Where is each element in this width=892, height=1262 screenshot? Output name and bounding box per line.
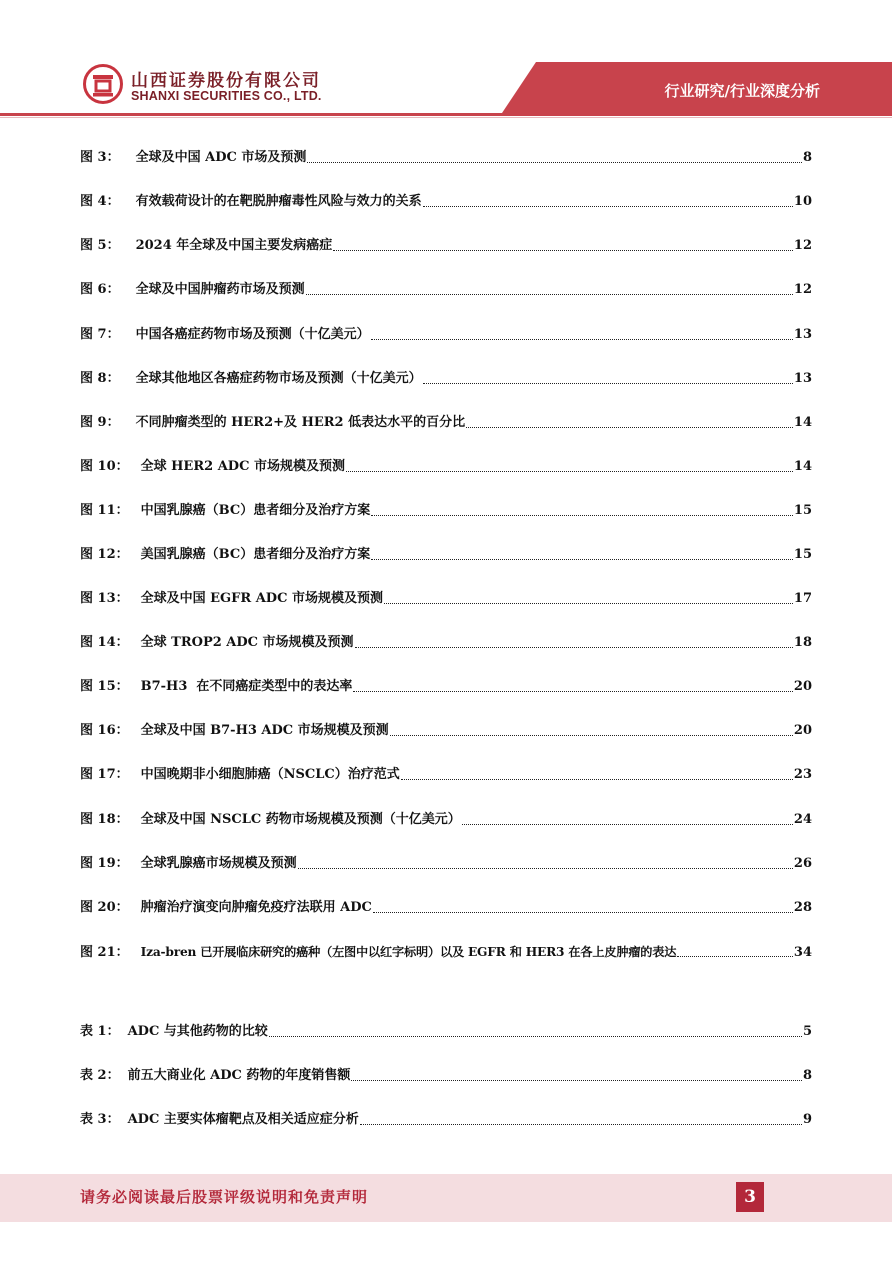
toc-title: B7-H3 在不同癌症类型中的表达率 [140, 679, 353, 694]
dot-leader [346, 457, 793, 472]
toc-page-number: 26 [793, 856, 812, 871]
report-type: 行业研究/行业深度分析 [664, 82, 820, 100]
toc-page-number: 20 [793, 723, 812, 738]
toc-title: 全球 HER2 ADC 市场规模及预测 [140, 459, 345, 474]
toc-row-figure-8[interactable] [80, 369, 812, 389]
toc-row-figure-10[interactable] [80, 457, 812, 477]
toc-page-number: 13 [793, 327, 812, 342]
dot-leader [351, 1066, 802, 1081]
toc-label: 表 1： [80, 1024, 120, 1039]
toc-page-number: 10 [793, 194, 812, 209]
dot-leader [677, 942, 793, 957]
toc-label: 图 21： [80, 945, 129, 960]
toc-label: 图 14： [80, 635, 129, 650]
toc-page-number: 14 [793, 459, 812, 474]
toc-page-number: 17 [793, 591, 812, 606]
toc-page-number: 24 [793, 812, 812, 827]
dot-leader [423, 369, 793, 384]
dot-leader [371, 501, 793, 516]
toc-row-figure-14[interactable] [80, 633, 812, 653]
toc-page-number: 18 [793, 635, 812, 650]
toc-row-figure-4[interactable] [80, 192, 812, 212]
toc-label: 图 16： [80, 723, 129, 738]
toc-title: 全球及中国肿瘤药市场及预测 [135, 282, 305, 297]
dot-leader [306, 280, 793, 295]
toc-row-figure-21[interactable] [80, 942, 812, 962]
toc-row-figure-18[interactable] [80, 810, 812, 830]
toc-page-number: 34 [793, 945, 812, 960]
toc-label: 图 11： [80, 503, 129, 518]
toc-row-figure-6[interactable] [80, 280, 812, 300]
toc-row-figure-17[interactable] [80, 765, 812, 785]
toc-row-figure-20[interactable] [80, 898, 812, 918]
toc-page-number: 8 [802, 1068, 812, 1083]
toc-label: 图 3： [80, 150, 120, 165]
page-header [0, 0, 892, 120]
dot-leader [307, 148, 802, 163]
disclaimer-notice: 请务必阅读最后股票评级说明和免责声明 [80, 1188, 369, 1206]
toc-title: 有效载荷设计的在靶脱肿瘤毒性风险与效力的关系 [135, 194, 422, 209]
toc-label: 图 17： [80, 767, 129, 782]
toc-title: 全球乳腺癌市场规模及预测 [140, 856, 297, 871]
dot-leader [371, 545, 793, 560]
dot-leader [390, 721, 793, 736]
toc-row-figure-5[interactable] [80, 236, 812, 256]
toc-label: 图 8： [80, 371, 120, 386]
toc-row-figure-13[interactable] [80, 589, 812, 609]
toc-label: 图 10： [80, 459, 129, 474]
dot-leader [298, 854, 793, 869]
toc-row-figure-3[interactable] [80, 148, 812, 168]
toc-row-table-2[interactable] [80, 1066, 812, 1086]
toc-title: 美国乳腺癌（BC）患者细分及治疗方案 [140, 547, 371, 562]
toc-row-figure-19[interactable] [80, 854, 812, 874]
toc-label: 图 12： [80, 547, 129, 562]
toc-row-figure-15[interactable] [80, 677, 812, 697]
toc-label: 图 4： [80, 194, 120, 209]
toc-title: Iza-bren 已开展临床研究的癌种（左图中以红字标明）以及 EGFR 和 HER3 在各上皮肿瘤的表达 [140, 945, 677, 959]
dot-leader [401, 765, 793, 780]
toc-label: 图 5： [80, 238, 120, 253]
toc-title: 全球及中国 NSCLC 药物市场规模及预测（十亿美元） [140, 812, 461, 827]
toc-title: ADC 与其他药物的比较 [127, 1024, 268, 1039]
toc-row-figure-16[interactable] [80, 721, 812, 741]
dot-leader [423, 192, 793, 207]
toc-row-table-1[interactable] [80, 1022, 812, 1042]
dot-leader [373, 898, 793, 913]
dot-leader [371, 325, 793, 340]
toc-title: 全球其他地区各癌症药物市场及预测（十亿美元） [135, 371, 422, 386]
toc-title: 2024 年全球及中国主要发病癌症 [135, 238, 333, 253]
toc-title: 全球及中国 EGFR ADC 市场规模及预测 [140, 591, 383, 606]
dot-leader [462, 810, 793, 825]
toc-title: 中国各癌症药物市场及预测（十亿美元） [135, 327, 370, 342]
toc-label: 图 9： [80, 415, 120, 430]
toc-page-number: 13 [793, 371, 812, 386]
toc-title: 中国乳腺癌（BC）患者细分及治疗方案 [140, 503, 371, 518]
toc-title: 全球及中国 ADC 市场及预测 [135, 150, 307, 165]
toc-page-number: 23 [793, 767, 812, 782]
toc-label: 图 6： [80, 282, 120, 297]
toc-label: 图 20： [80, 900, 129, 915]
toc-page-number: 14 [793, 415, 812, 430]
toc-row-figure-9[interactable] [80, 413, 812, 433]
toc-page-number: 15 [793, 503, 812, 518]
toc-label: 图 18： [80, 812, 129, 827]
toc-row-figure-12[interactable] [80, 545, 812, 565]
dot-leader [269, 1022, 802, 1037]
dot-leader [333, 236, 793, 251]
dot-leader [360, 1110, 802, 1125]
toc-label: 图 13： [80, 591, 129, 606]
toc-title: 全球 TROP2 ADC 市场规模及预测 [140, 635, 354, 650]
toc-title: 全球及中国 B7-H3 ADC 市场规模及预测 [140, 723, 389, 738]
dot-leader [466, 413, 793, 428]
company-name-cn: 山西证券股份有限公司 [131, 71, 321, 91]
toc-page-number: 12 [793, 238, 812, 253]
toc-page-number: 28 [793, 900, 812, 915]
toc-title: 中国晚期非小细胞肺癌（NSCLC）治疗范式 [140, 767, 400, 782]
company-name-en: SHANXI SECURITIES CO., LTD. [131, 89, 322, 103]
toc-label: 图 7： [80, 327, 120, 342]
dot-leader [355, 633, 793, 648]
toc-label: 图 15： [80, 679, 129, 694]
dot-leader [353, 677, 792, 692]
toc-page-number: 15 [793, 547, 812, 562]
toc-page-number: 9 [802, 1112, 812, 1127]
toc-page-number: 5 [802, 1024, 812, 1039]
toc-label: 图 19： [80, 856, 129, 871]
toc-page-number: 8 [802, 150, 812, 165]
page-number-badge: 3 [736, 1182, 764, 1212]
toc-title: 前五大商业化 ADC 药物的年度销售额 [127, 1068, 351, 1083]
toc-label: 表 3： [80, 1112, 120, 1127]
toc-page-number: 12 [793, 282, 812, 297]
toc-row-table-3[interactable] [80, 1110, 812, 1130]
toc-title: 不同肿瘤类型的 HER2+及 HER2 低表达水平的百分比 [135, 415, 466, 430]
shanxi-securities-logo-icon [83, 64, 123, 104]
toc-label: 表 2： [80, 1068, 120, 1083]
toc-title: ADC 主要实体瘤靶点及相关适应症分析 [127, 1112, 359, 1127]
toc-row-figure-7[interactable] [80, 325, 812, 345]
toc-row-figure-11[interactable] [80, 501, 812, 521]
dot-leader [384, 589, 793, 604]
toc-page-number: 20 [793, 679, 812, 694]
toc-title: 肿瘤治疗演变向肿瘤免疫疗法联用 ADC [140, 900, 372, 915]
